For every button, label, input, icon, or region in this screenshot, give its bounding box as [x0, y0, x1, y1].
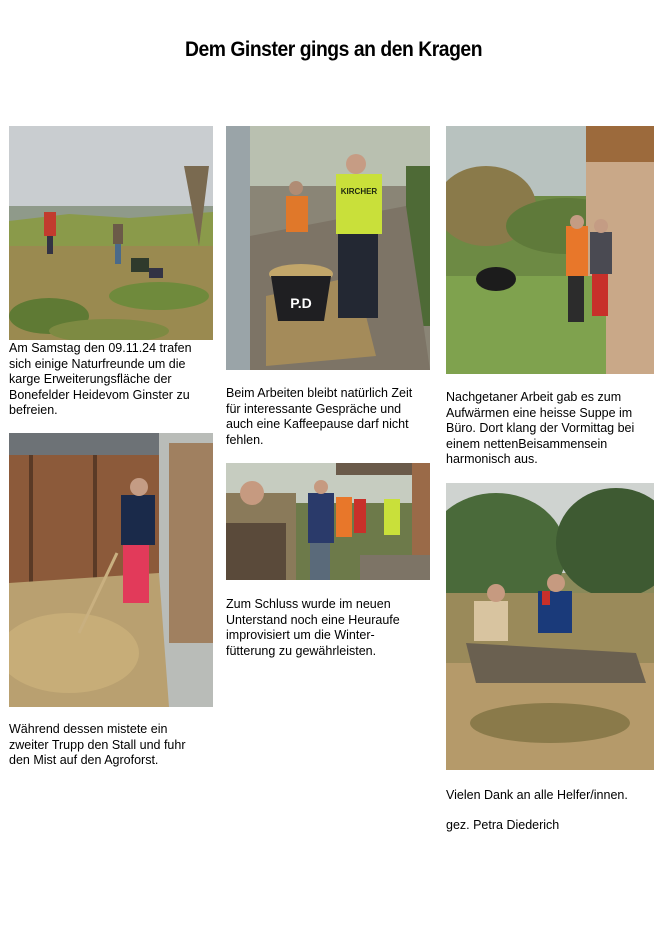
caption-hay-rack: Zum Schluss wurde im neuen Unterstand noch eine Heuraufe improvisiert um die Winter- fütterung zu gewährleisten.: [226, 597, 400, 658]
caption-signature: gez. Petra Diederich: [446, 818, 560, 832]
caption-intro: Am Samstag den 09.11.24 trafen sich einige Naturfreunde um die karge Erweiterungsfläche der Bonefelder Heidevom Ginster zu befreien.: [9, 341, 192, 417]
vest-label: KIRCHER: [340, 187, 378, 196]
photo-stable-straw: [9, 433, 213, 707]
photo-bucket-work: [226, 126, 430, 370]
bucket-label: P.D: [290, 295, 312, 311]
page-title: Dem Ginster gings an den Kragen: [184, 38, 483, 61]
photo-log-helpers: [446, 483, 654, 770]
photo-sheep-helpers: [446, 126, 654, 374]
photo-field-workers: [9, 126, 213, 340]
caption-soup: Nachgetaner Arbeit gab es zum Aufwärmen eine heisse Suppe im Büro. Dort klang der Vormittag bei einem nettenBeisammensein harmonisch aus.: [446, 390, 635, 466]
caption-stable: Während dessen mistete ein zweiter Trupp den Stall und fuhr den Mist auf den Agroforst.: [9, 722, 186, 767]
caption-thanks: Vielen Dank an alle Helfer/innen.: [446, 788, 628, 802]
caption-conversation: Beim Arbeiten bleibt natürlich Zeit für interessante Gespräche und auch eine Kaffeepause darf nicht fehlen.: [226, 386, 413, 447]
photo-group-shelter: [226, 463, 430, 580]
